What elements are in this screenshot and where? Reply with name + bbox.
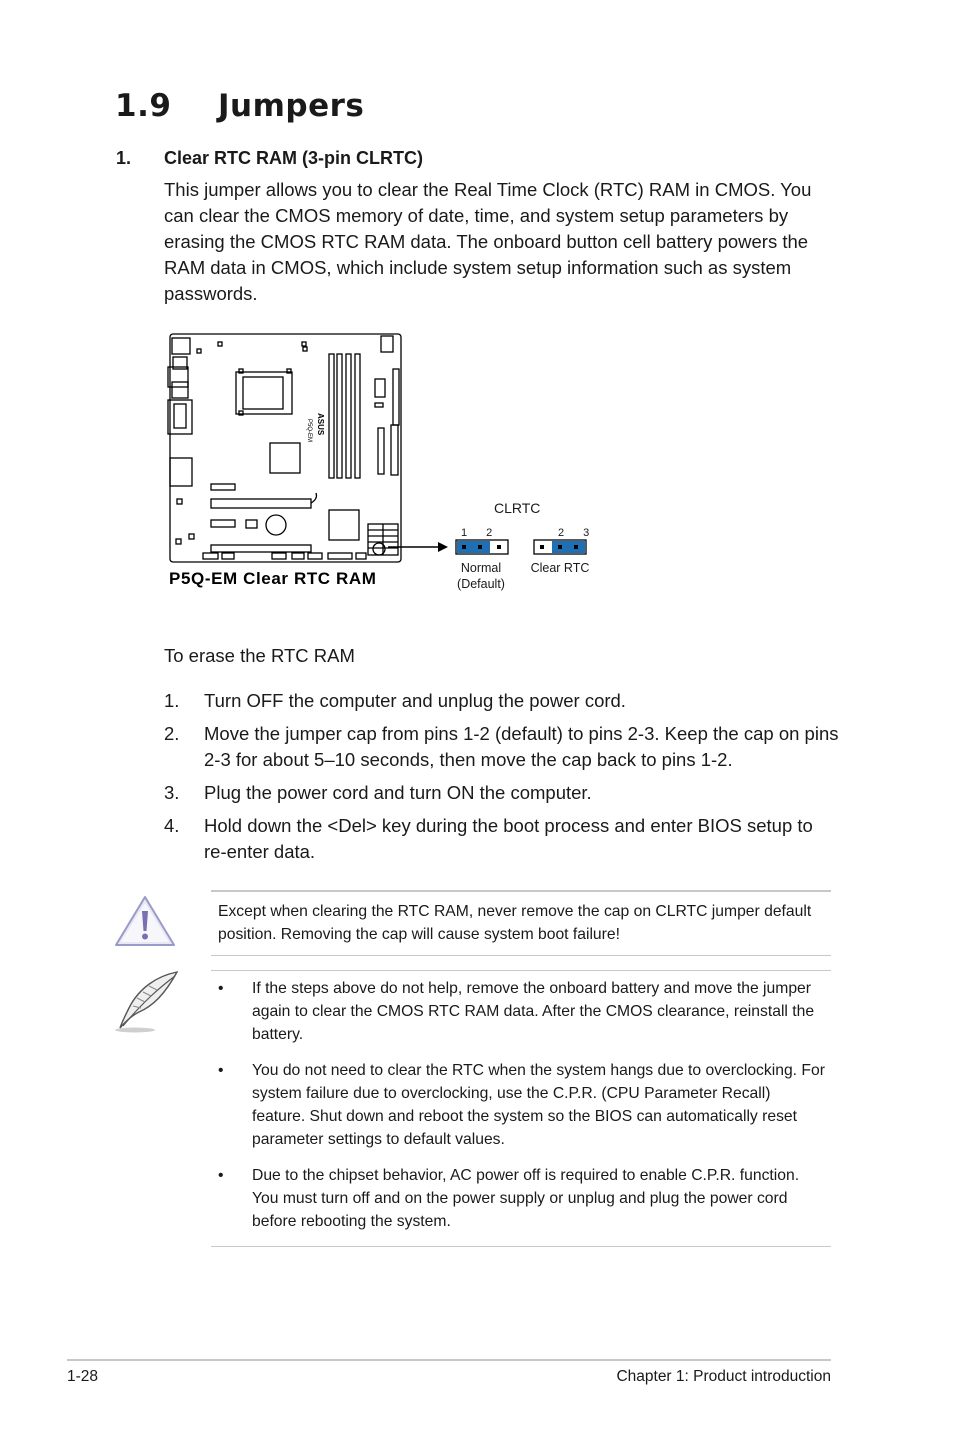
normal-sublabel: (Default) [457,577,505,591]
page-number: 1-28 [67,1368,99,1385]
note-text: Due to the chipset behavior, AC power off is required to enable C.P.R. function. You must turn off and on the power supply or unplug and plug the power cord before rebooting the system. [252,1167,800,1230]
item-number: 1. [116,148,132,168]
motherboard-diagram [168,334,401,562]
procedure-intro: To erase the RTC RAM [164,645,355,666]
figure-caption: P5Q-EM Clear RTC RAM [169,569,377,588]
step-number: 1. [164,690,180,711]
notes-list [218,977,828,1246]
list-item [218,1059,828,1151]
item-paragraph: This jumper allows you to clear the Real Time Clock (RTC) RAM in CMOS. You can clear the CMOS memory of date, time, and system setup parameters by erasing the CMOS RTC RAM data. The onboard button cell battery powers the RAM data in CMOS, which include system setup information such as system passwords. [164,179,812,304]
pointer-arrow [388,542,448,552]
list-item [218,977,828,1046]
normal-pin-numbers: 1 2 [461,527,501,539]
footer-rule [67,1359,831,1361]
step-number: 3. [164,782,180,803]
step-number: 4. [164,815,180,836]
list-item [164,721,839,773]
clrtc-figure [160,325,600,595]
item-title: Clear RTC RAM (3-pin CLRTC) [164,148,423,168]
step-text: Plug the power cord and turn ON the computer. [204,782,592,803]
section-title [115,88,364,124]
jumper-clear-rtc [534,540,586,554]
notes-top-rule [211,970,831,971]
bullet: • [218,1062,224,1079]
step-text: Hold down the <Del> key during the boot process and enter BIOS setup to re-enter data. [204,815,813,862]
section-title-text: Jumpers [218,88,365,124]
jumper-normal [456,540,508,554]
section-number: 1.9 [115,88,172,124]
normal-label: Normal [460,561,502,575]
list-item [218,1164,828,1233]
step-number: 2. [164,723,180,744]
list-item [164,688,839,714]
jumper-name: CLRTC [494,500,541,516]
step-text: Move the jumper cap from pins 1-2 (default) to pins 2-3. Keep the cap on pins 2-3 for about 5–10 seconds, then move the cap back to pins 1-2. [204,723,839,770]
feather-pen-icon [113,968,183,1034]
notes-bottom-rule [211,1246,831,1247]
warning-top-rule [211,890,831,892]
clear-label: Clear RTC [530,561,590,575]
chapter-title: Chapter 1: Product introduction [616,1368,831,1385]
warning-bottom-rule [211,955,831,956]
bullet: • [218,1167,224,1184]
step-text: Turn OFF the computer and unplug the power cord. [204,690,626,711]
board-brand: ASUS [316,413,325,436]
procedure-steps [164,688,839,872]
board-model: P5Q-EM [306,419,312,443]
bullet: • [218,980,224,997]
list-item [164,780,839,806]
warning-icon [112,893,178,949]
item-heading [116,148,423,169]
list-item [164,813,839,865]
clear-pin-numbers: 2 3 [558,527,598,539]
warning-text: Except when clearing the RTC RAM, never remove the cap on CLRTC jumper default position. Removing the cap will cause system boot failure! [218,903,812,943]
note-text: You do not need to clear the RTC when the system hangs due to overclocking. For system failure due to overclocking, use the C.P.R. (CPU Parameter Recall) feature. Shut down and reboot the system so the BIOS can automatically reset parameter settings to default values. [252,1062,825,1148]
note-text: If the steps above do not help, remove the onboard battery and move the jumper again to clear the CMOS RTC RAM data. After the CMOS clearance, reinstall the battery. [252,980,815,1043]
